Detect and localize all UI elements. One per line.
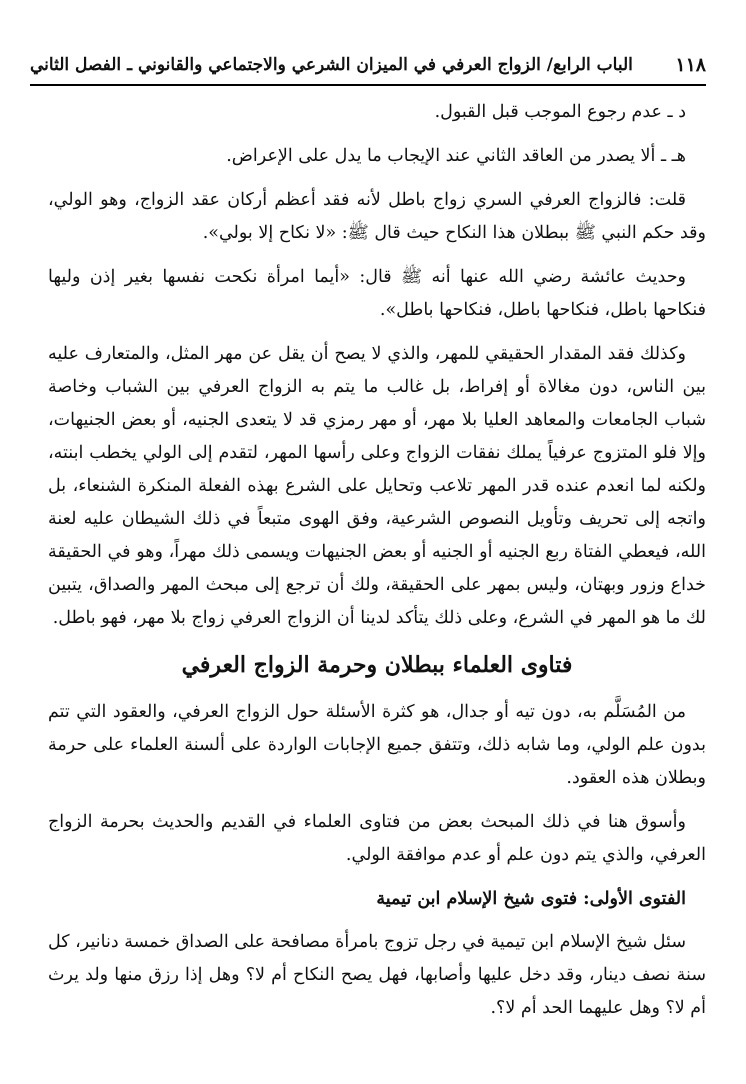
page-body: [48, 96, 706, 1036]
paragraph-h: هـ ـ ألا يصدر من العاقد الثاني عند الإيجاب ما يدل على الإعراض.: [226, 146, 686, 166]
section-heading: فتاوى العلماء ببطلان وحرمة الزواج العرفي: [181, 652, 573, 678]
fatwa-subheading: الفتوى الأولى: فتوى شيخ الإسلام ابن تيمية: [376, 889, 686, 909]
paragraph-aisha-hadith: وحديث عائشة رضي الله عنها أنه ﷺ قال: «أيما امرأة نكحت نفسها بغير إذن وليها فنكاحها باطل، فنكاحها باطل، فنكاحها باطل».: [48, 267, 706, 320]
paragraph-musallam: من المُسَلَّم به، دون تيه أو جدال، هو كثرة الأسئلة حول الزواج العرفي، والعقود التي تتم بدون علم الولي، وما شابه ذلك، وتتفق جميع الإجابات الواردة على ألسنة العلماء على حرمة وبطلان هذه العقود.: [48, 702, 706, 788]
paragraph-mahr: وكذلك فقد المقدار الحقيقي للمهر، والذي لا يصح أن يقل عن مهر المثل، والمتعارف عليه بين الناس، دون مغالاة أو إفراط، بل غالب ما يتم به الزواج العرفي بين الشباب وخاصة شباب الجامعات والمعاهد العليا بلا مهر، أو مهر رمزي قد لا يتعدى الجنيه، أو بعض الجنيهات، وإلا فلو المتزوج عرفياً يملك نفقات الزواج وعلى رأسها المهر، لتقدم إلى الولي يخطب ابنته، ولكنه لما انعدم عنده قدر المهر تلاعب وتحايل على الشرع بهذه الفعلة المنكرة الشنعاء، بل واتجه إلى تحريف وتأويل النصوص الشرعية، وفق الهوى متبعاً في ذلك الشيطان عليه لعنة الله، فيعطي الفتاة ربع الجنيه أو الجنيه أو بعض الجنيهات ويسمى ذلك مهراً، وهو في الحقيقة خداع وزور وبهتان، وليس بمهر على الحقيقة، ولك أن ترجع إلى مبحث المهر والصداق، يتبين لك ما هو المهر في الشرع، وعلى ذلك يتأكد لدينا أن الزواج العرفي زواج بلا مهر، فهو باطل.: [48, 344, 706, 628]
running-header: [30, 46, 706, 86]
running-title: الباب الرابع/ الزواج العرفي في الميزان الشرعي والاجتماعي والقانوني ـ الفصل الثاني: [30, 55, 633, 75]
paragraph-ibn-taymiyya: سئل شيخ الإسلام ابن تيمية في رجل تزوج بامرأة مصافحة على الصداق خمسة دنانير، كل سنة نصف دينار، وقد دخل عليها وأصابها، فهل يصح النكاح أم لا؟ وهل إذا رزق منها ولد يرث أم لا؟ وهل عليهما الحد أم لا؟.: [48, 932, 706, 1018]
paragraph-qultu: قلت: فالزواج العرفي السري زواج باطل لأنه فقد أعظم أركان عقد الزواج، وهو الولي، وقد حكم النبي ﷺ ببطلان هذا النكاح حيث قال ﷺ: «لا نكاح إلا بولي».: [48, 190, 706, 243]
page-number: ١١٨: [675, 54, 706, 76]
paragraph-asuq: وأسوق هنا في ذلك المبحث بعض من فتاوى العلماء في القديم والحديث بحرمة الزواج العرفي، والذي يتم دون علم أو عدم موافقة الولي.: [48, 812, 706, 865]
paragraph-d: د ـ عدم رجوع الموجب قبل القبول.: [434, 102, 686, 122]
